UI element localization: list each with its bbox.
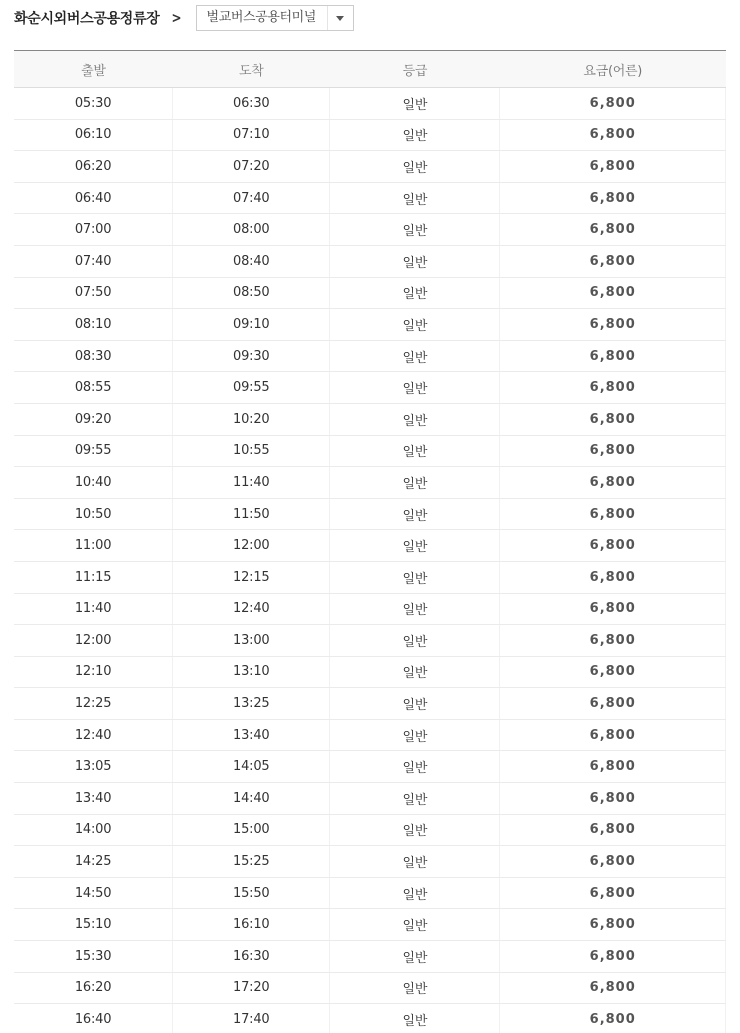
departure-cell: 11:15 xyxy=(14,561,173,593)
chevron-down-icon xyxy=(336,16,344,21)
departure-cell: 12:10 xyxy=(14,656,173,688)
arrival-cell: 12:40 xyxy=(173,593,330,625)
fare-cell: 6,800 xyxy=(500,941,726,973)
arrival-cell: 13:25 xyxy=(173,688,330,720)
arrival-cell: 13:40 xyxy=(173,719,330,751)
grade-cell: 일반 xyxy=(330,561,500,593)
table-row xyxy=(14,751,726,783)
dropdown-arrow-box xyxy=(327,6,353,30)
table-row xyxy=(14,151,726,183)
fare-cell: 6,800 xyxy=(500,972,726,1004)
fare-cell: 6,800 xyxy=(500,688,726,720)
arrival-cell: 09:55 xyxy=(173,372,330,404)
arrival-cell: 17:20 xyxy=(173,972,330,1004)
grade-cell: 일반 xyxy=(330,941,500,973)
fare-cell: 6,800 xyxy=(500,530,726,562)
table-row xyxy=(14,372,726,404)
grade-cell: 일반 xyxy=(330,214,500,246)
table-row xyxy=(14,972,726,1004)
grade-cell: 일반 xyxy=(330,846,500,878)
table-row xyxy=(14,340,726,372)
fare-cell: 6,800 xyxy=(500,498,726,530)
arrival-cell: 09:10 xyxy=(173,309,330,341)
departure-cell: 09:55 xyxy=(14,435,173,467)
table-row xyxy=(14,1004,726,1033)
arrival-cell: 17:40 xyxy=(173,1004,330,1033)
arrival-cell: 08:40 xyxy=(173,245,330,277)
grade-cell: 일반 xyxy=(330,783,500,815)
departure-cell: 06:40 xyxy=(14,182,173,214)
table-row xyxy=(14,719,726,751)
column-header-arrival: 도착 xyxy=(173,51,330,88)
grade-cell: 일반 xyxy=(330,151,500,183)
timetable-table xyxy=(14,51,726,1033)
table-row xyxy=(14,846,726,878)
table-row xyxy=(14,467,726,499)
fare-cell: 6,800 xyxy=(500,814,726,846)
grade-cell: 일반 xyxy=(330,88,500,120)
arrival-cell: 12:15 xyxy=(173,561,330,593)
fare-cell: 6,800 xyxy=(500,245,726,277)
departure-cell: 15:30 xyxy=(14,941,173,973)
departure-cell: 12:40 xyxy=(14,719,173,751)
fare-cell: 6,800 xyxy=(500,561,726,593)
arrival-cell: 07:40 xyxy=(173,182,330,214)
arrival-cell: 15:25 xyxy=(173,846,330,878)
arrival-cell: 08:00 xyxy=(173,214,330,246)
arrival-cell: 15:00 xyxy=(173,814,330,846)
arrival-cell: 09:30 xyxy=(173,340,330,372)
grade-cell: 일반 xyxy=(330,656,500,688)
arrival-cell: 07:20 xyxy=(173,151,330,183)
departure-cell: 11:00 xyxy=(14,530,173,562)
grade-cell: 일반 xyxy=(330,372,500,404)
grade-cell: 일반 xyxy=(330,1004,500,1033)
fare-cell: 6,800 xyxy=(500,877,726,909)
table-row xyxy=(14,593,726,625)
arrival-cell: 06:30 xyxy=(173,88,330,120)
table-row xyxy=(14,498,726,530)
timetable-body xyxy=(14,88,726,1033)
departure-cell: 12:00 xyxy=(14,625,173,657)
departure-cell: 16:40 xyxy=(14,1004,173,1033)
column-header-grade: 등급 xyxy=(330,51,500,88)
grade-cell: 일반 xyxy=(330,814,500,846)
departure-cell: 14:50 xyxy=(14,877,173,909)
departure-cell: 08:30 xyxy=(14,340,173,372)
grade-cell: 일반 xyxy=(330,498,500,530)
grade-cell: 일반 xyxy=(330,530,500,562)
arrival-cell: 15:50 xyxy=(173,877,330,909)
fare-cell: 6,800 xyxy=(500,182,726,214)
arrival-cell: 16:10 xyxy=(173,909,330,941)
grade-cell: 일반 xyxy=(330,467,500,499)
table-row xyxy=(14,814,726,846)
departure-cell: 06:10 xyxy=(14,119,173,151)
fare-cell: 6,800 xyxy=(500,277,726,309)
departure-cell: 05:30 xyxy=(14,88,173,120)
grade-cell: 일반 xyxy=(330,972,500,1004)
fare-cell: 6,800 xyxy=(500,151,726,183)
departure-cell: 13:40 xyxy=(14,783,173,815)
arrival-cell: 08:50 xyxy=(173,277,330,309)
departure-cell: 13:05 xyxy=(14,751,173,783)
fare-cell: 6,800 xyxy=(500,719,726,751)
fare-cell: 6,800 xyxy=(500,656,726,688)
table-row xyxy=(14,119,726,151)
table-row xyxy=(14,309,726,341)
fare-cell: 6,800 xyxy=(500,846,726,878)
table-row xyxy=(14,88,726,120)
departure-cell: 08:55 xyxy=(14,372,173,404)
fare-cell: 6,800 xyxy=(500,467,726,499)
fare-cell: 6,800 xyxy=(500,340,726,372)
fare-cell: 6,800 xyxy=(500,372,726,404)
departure-cell: 16:20 xyxy=(14,972,173,1004)
departure-cell: 14:25 xyxy=(14,846,173,878)
grade-cell: 일반 xyxy=(330,688,500,720)
grade-cell: 일반 xyxy=(330,245,500,277)
grade-cell: 일반 xyxy=(330,435,500,467)
column-header-fare: 요금(어른) xyxy=(500,51,726,88)
arrival-cell: 07:10 xyxy=(173,119,330,151)
departure-cell: 14:00 xyxy=(14,814,173,846)
departure-cell: 10:40 xyxy=(14,467,173,499)
grade-cell: 일반 xyxy=(330,182,500,214)
departure-cell: 07:50 xyxy=(14,277,173,309)
destination-dropdown[interactable] xyxy=(196,5,354,31)
fare-cell: 6,800 xyxy=(500,1004,726,1033)
fare-cell: 6,800 xyxy=(500,593,726,625)
grade-cell: 일반 xyxy=(330,277,500,309)
arrival-cell: 14:40 xyxy=(173,783,330,815)
fare-cell: 6,800 xyxy=(500,214,726,246)
fare-cell: 6,800 xyxy=(500,88,726,120)
table-row xyxy=(14,403,726,435)
destination-dropdown-label: 벌교버스공용터미널 xyxy=(206,10,316,25)
departure-cell: 12:25 xyxy=(14,688,173,720)
departure-cell: 07:40 xyxy=(14,245,173,277)
arrival-cell: 16:30 xyxy=(173,941,330,973)
timetable-header xyxy=(14,51,726,88)
grade-cell: 일반 xyxy=(330,625,500,657)
arrival-cell: 14:05 xyxy=(173,751,330,783)
table-row xyxy=(14,214,726,246)
breadcrumb xyxy=(14,5,726,31)
grade-cell: 일반 xyxy=(330,119,500,151)
table-row xyxy=(14,688,726,720)
table-row xyxy=(14,277,726,309)
table-row xyxy=(14,245,726,277)
fare-cell: 6,800 xyxy=(500,435,726,467)
arrival-cell: 13:10 xyxy=(173,656,330,688)
timetable xyxy=(14,50,726,1033)
grade-cell: 일반 xyxy=(330,877,500,909)
arrival-cell: 12:00 xyxy=(173,530,330,562)
chevron-right-icon: > xyxy=(171,9,182,27)
fare-cell: 6,800 xyxy=(500,403,726,435)
table-row xyxy=(14,182,726,214)
table-row xyxy=(14,877,726,909)
grade-cell: 일반 xyxy=(330,340,500,372)
departure-cell: 09:20 xyxy=(14,403,173,435)
grade-cell: 일반 xyxy=(330,593,500,625)
fare-cell: 6,800 xyxy=(500,119,726,151)
arrival-cell: 10:55 xyxy=(173,435,330,467)
departure-cell: 06:20 xyxy=(14,151,173,183)
grade-cell: 일반 xyxy=(330,719,500,751)
table-row xyxy=(14,941,726,973)
departure-cell: 08:10 xyxy=(14,309,173,341)
fare-cell: 6,800 xyxy=(500,783,726,815)
grade-cell: 일반 xyxy=(330,403,500,435)
table-row xyxy=(14,561,726,593)
arrival-cell: 11:40 xyxy=(173,467,330,499)
grade-cell: 일반 xyxy=(330,309,500,341)
arrival-cell: 10:20 xyxy=(173,403,330,435)
table-row xyxy=(14,625,726,657)
arrival-cell: 13:00 xyxy=(173,625,330,657)
departure-station-title: 화순시외버스공용정류장 xyxy=(14,11,160,27)
departure-cell: 07:00 xyxy=(14,214,173,246)
table-row xyxy=(14,530,726,562)
fare-cell: 6,800 xyxy=(500,309,726,341)
departure-cell: 11:40 xyxy=(14,593,173,625)
arrival-cell: 11:50 xyxy=(173,498,330,530)
fare-cell: 6,800 xyxy=(500,909,726,941)
table-row xyxy=(14,783,726,815)
departure-cell: 15:10 xyxy=(14,909,173,941)
table-row xyxy=(14,909,726,941)
departure-cell: 10:50 xyxy=(14,498,173,530)
table-row xyxy=(14,435,726,467)
table-row xyxy=(14,656,726,688)
grade-cell: 일반 xyxy=(330,909,500,941)
column-header-departure: 출발 xyxy=(14,51,173,88)
fare-cell: 6,800 xyxy=(500,625,726,657)
grade-cell: 일반 xyxy=(330,751,500,783)
fare-cell: 6,800 xyxy=(500,751,726,783)
